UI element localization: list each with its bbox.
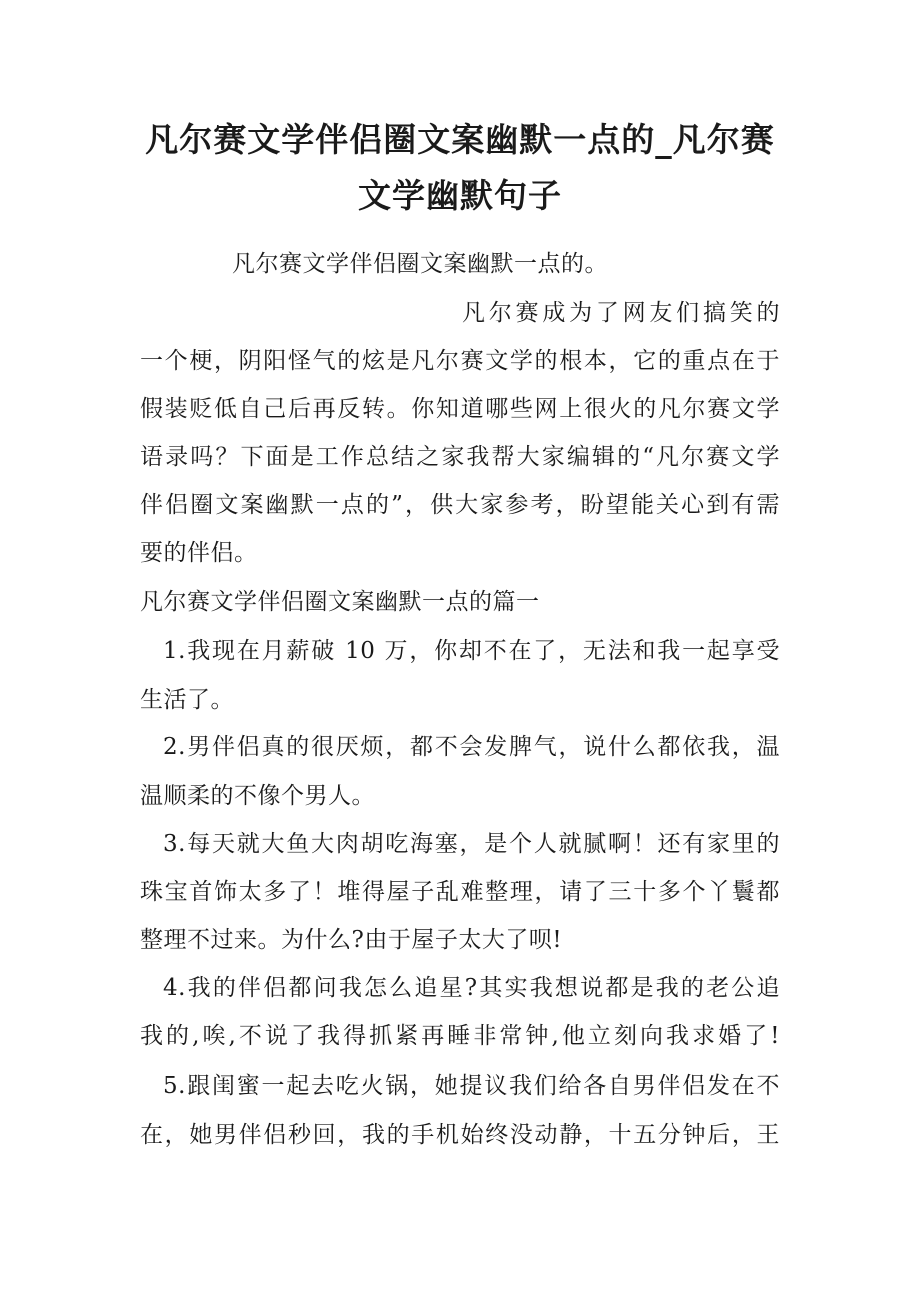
item-2-line-1: 2.男伴侣真的很厌烦，都不会发脾气，说什么都依我，温 bbox=[163, 734, 780, 760]
item-3-line-3: 整理不过来。为什么?由于屋子太大了呗! bbox=[140, 927, 563, 953]
item-1-line-2: 生活了。 bbox=[140, 687, 234, 713]
subtitle: 凡尔赛文学伴侣圈文案幽默一点的。 bbox=[232, 251, 608, 277]
item-5-line-2: 在，她男伴侣秒回，我的手机始终没动静，十五分钟后，王 bbox=[140, 1122, 780, 1148]
item-4-line-1: 4.我的伴侣都问我怎么追星?其实我想说都是我的老公追 bbox=[163, 975, 780, 1001]
title-line-2: 文学幽默句子 bbox=[358, 176, 562, 215]
intro-line-1: 凡尔赛成为了网友们搞笑的 bbox=[462, 300, 780, 326]
section-heading: 凡尔赛文学伴侣圈文案幽默一点的篇一 bbox=[140, 589, 540, 615]
document-title bbox=[140, 112, 780, 224]
intro-line-6: 要的伴侣。 bbox=[140, 540, 258, 566]
item-3-line-1: 3.每天就大鱼大肉胡吃海塞，是个人就腻啊！还有家里的 bbox=[163, 831, 780, 857]
intro-line-5: 伴侣圈文案幽默一点的”，供大家参考，盼望能关心到有需 bbox=[140, 492, 780, 518]
intro-line-2: 一个梗，阴阳怪气的炫是凡尔赛文学的根本，它的重点在于 bbox=[140, 348, 780, 374]
item-3-line-2: 珠宝首饰太多了！堆得屋子乱难整理，请了三十多个丫鬟都 bbox=[140, 879, 780, 905]
item-4-line-2: 我的,唉,不说了我得抓紧再睡非常钟,他立刻向我求婚了! bbox=[140, 1023, 780, 1049]
item-1-line-1: 1.我现在月薪破 10 万，你却不在了，无法和我一起享受 bbox=[163, 638, 780, 664]
intro-line-4: 语录吗？下面是工作总结之家我帮大家编辑的“凡尔赛文学 bbox=[140, 444, 780, 470]
intro-line-3: 假装贬低自己后再反转。你知道哪些网上很火的凡尔赛文学 bbox=[140, 396, 780, 422]
item-5-line-1: 5.跟闺蜜一起去吃火锅，她提议我们给各自男伴侣发在不 bbox=[163, 1073, 780, 1099]
item-2-line-2: 温顺柔的不像个男人。 bbox=[140, 783, 375, 809]
title-line-1: 凡尔赛文学伴侣圈文案幽默一点的_凡尔赛 bbox=[145, 120, 775, 159]
